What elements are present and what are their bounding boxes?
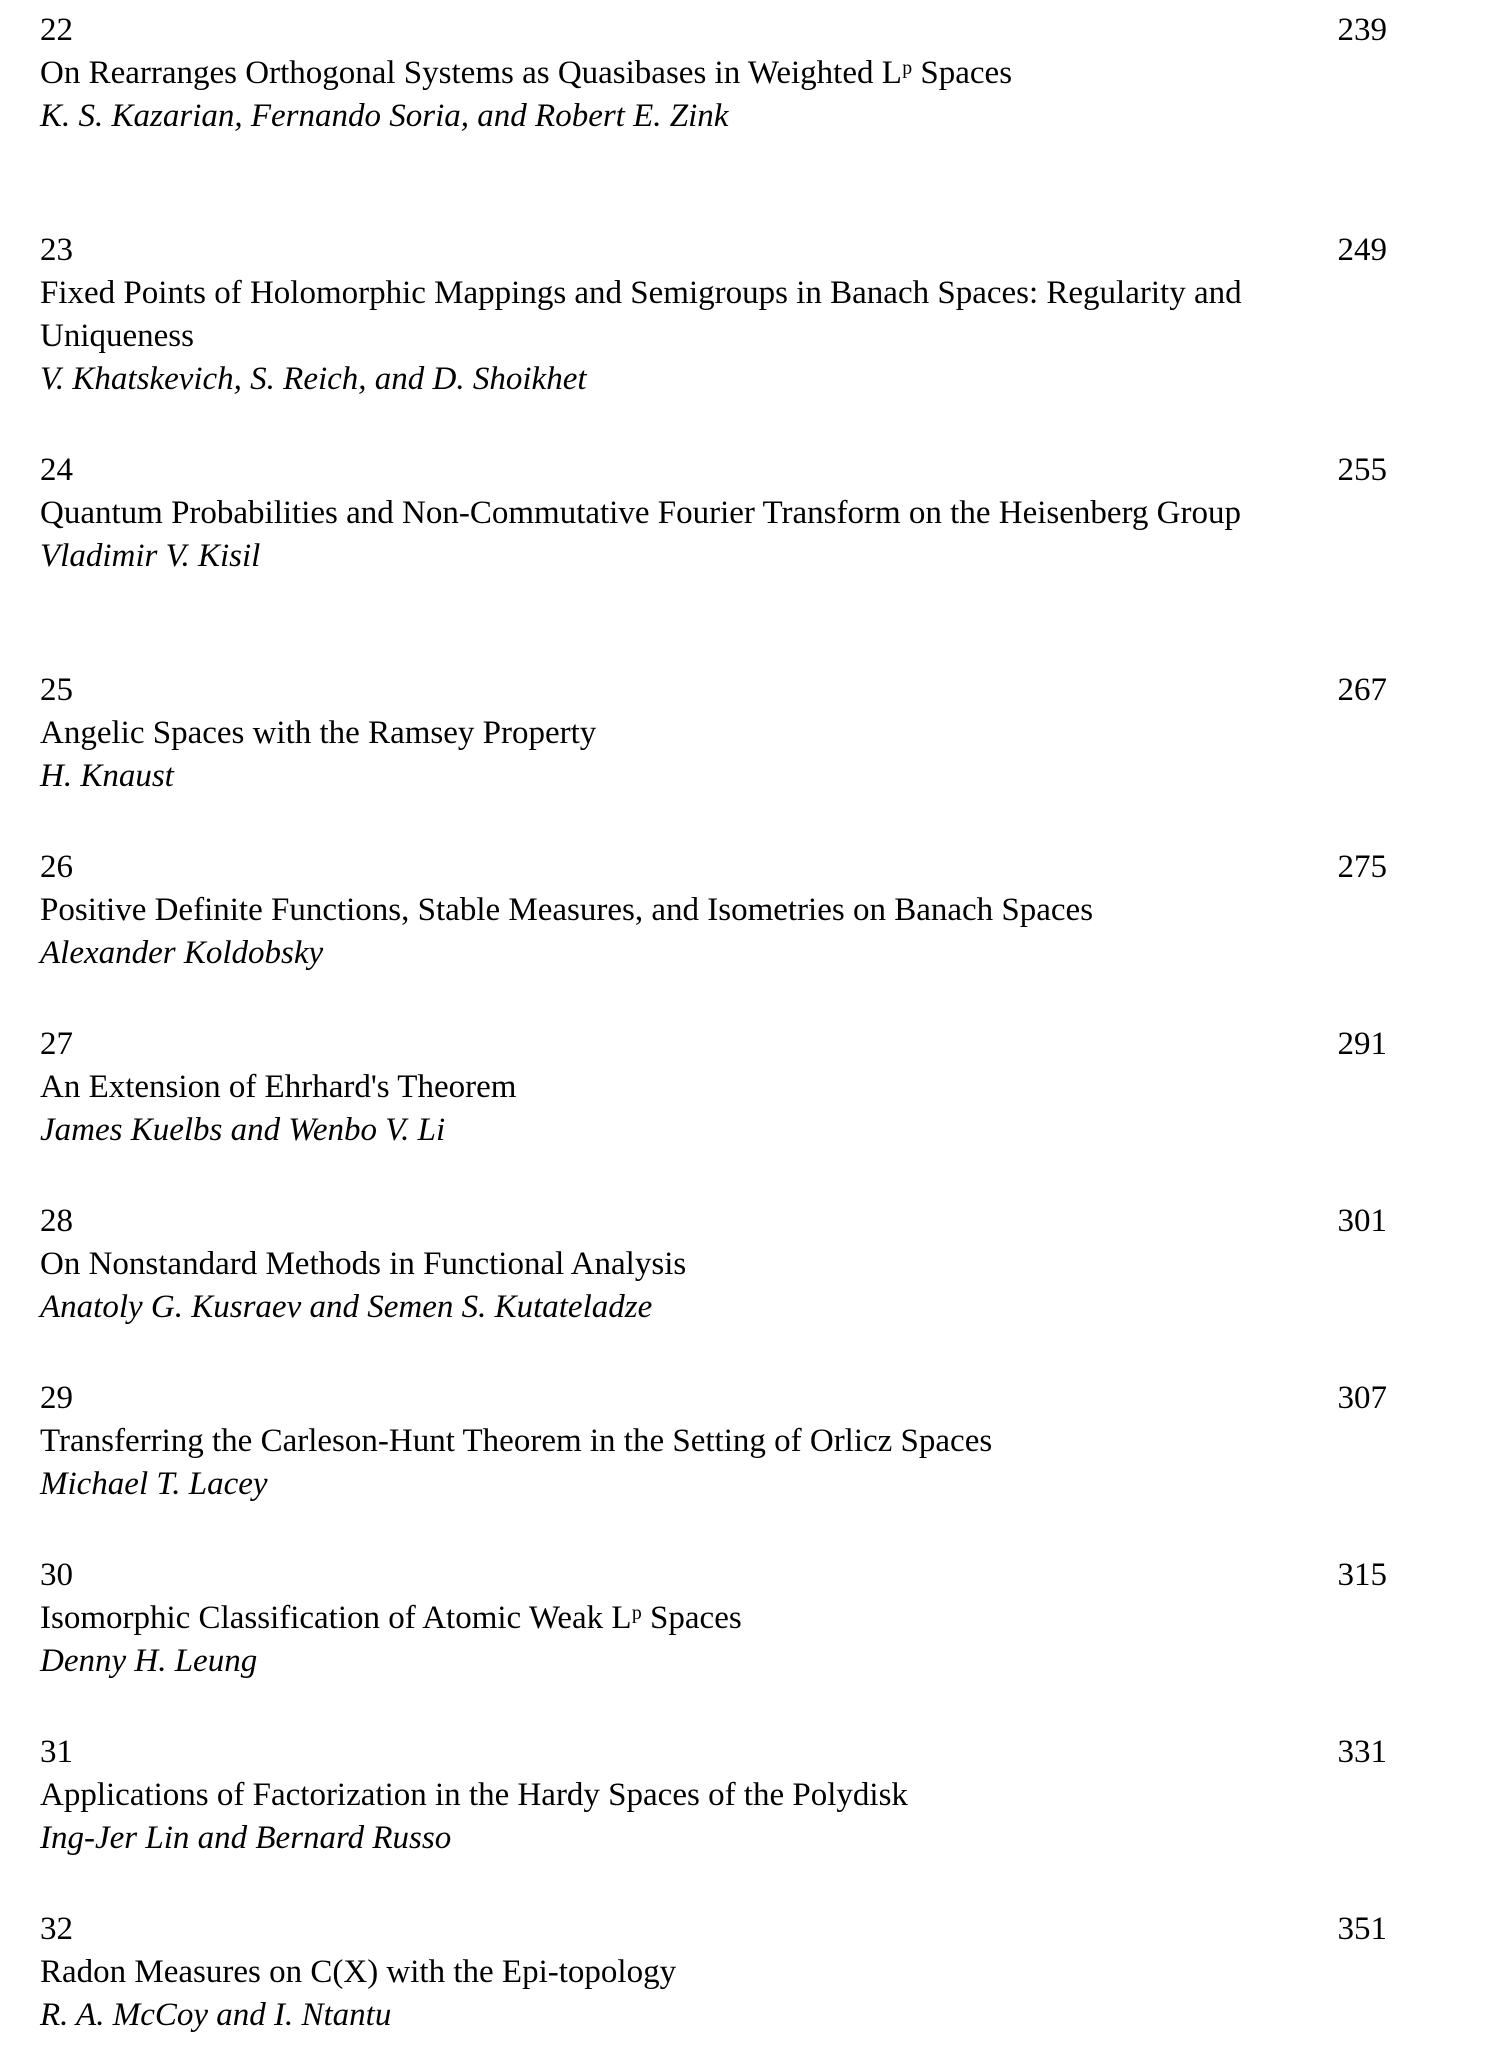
- chapter-title-block: [40, 492, 1280, 578]
- page-number: 255: [1337, 452, 1387, 488]
- chapter-title-block: [40, 52, 1280, 138]
- page-number: 331: [1337, 1734, 1387, 1770]
- chapter-authors: K. S. Kazarian, Fernando Soria, and Robert E. Zink: [40, 98, 729, 134]
- chapter-title-block: [40, 889, 1280, 975]
- chapter-title-block: [40, 1243, 1280, 1329]
- table-of-contents: [40, 8, 1387, 2067]
- chapter-title: Transferring the Carleson-Hunt Theorem in the Setting of Orlicz Spaces: [40, 1423, 993, 1459]
- chapter-number: 24: [40, 452, 73, 488]
- chapter-title: Angelic Spaces with the Ramsey Property: [40, 715, 597, 751]
- chapter-number: 22: [40, 12, 73, 48]
- chapter-number: 29: [40, 1380, 73, 1416]
- chapter-title: Quantum Probabilities and Non-Commutative Fourier Transform on the Heisenberg Group: [40, 495, 1241, 531]
- toc-entry: [40, 228, 1387, 448]
- chapter-title: Positive Definite Functions, Stable Measures, and Isometries on Banach Spaces: [40, 892, 1094, 928]
- toc-entry: [40, 845, 1387, 1022]
- chapter-title: Applications of Factorization in the Hardy Spaces of the Polydisk: [40, 1777, 908, 1813]
- page-number: 301: [1337, 1203, 1387, 1239]
- chapter-authors: Anatoly G. Kusraev and Semen S. Kutateladze: [40, 1289, 653, 1325]
- chapter-authors: Vladimir V. Kisil: [40, 538, 261, 574]
- chapter-title-block: [40, 272, 1280, 401]
- toc-entry: [40, 1022, 1387, 1199]
- chapter-authors: H. Knaust: [40, 758, 174, 794]
- chapter-title-block: [40, 1420, 1280, 1506]
- chapter-authors: V. Khatskevich, S. Reich, and D. Shoikhet: [40, 361, 587, 397]
- chapter-authors: Alexander Koldobsky: [40, 935, 324, 971]
- toc-entry: [40, 8, 1387, 228]
- chapter-number: 32: [40, 1911, 73, 1947]
- chapter-number: 23: [40, 232, 73, 268]
- chapter-title-block: [40, 1066, 1280, 1152]
- page-number: 239: [1337, 12, 1387, 48]
- toc-entry: [40, 1199, 1387, 1376]
- chapter-authors: Ing-Jer Lin and Bernard Russo: [40, 1820, 452, 1856]
- toc-entry: [40, 448, 1387, 668]
- page-number: 275: [1337, 849, 1387, 885]
- page-number: 307: [1337, 1380, 1387, 1416]
- page-number: 267: [1337, 672, 1387, 708]
- chapter-title: On Nonstandard Methods in Functional Analysis: [40, 1246, 687, 1282]
- toc-entry: [40, 1553, 1387, 1730]
- page-number: 249: [1337, 232, 1387, 268]
- toc-entry: [40, 668, 1387, 845]
- page-number: 315: [1337, 1557, 1387, 1593]
- chapter-authors: James Kuelbs and Wenbo V. Li: [40, 1112, 446, 1148]
- toc-entry: [40, 1376, 1387, 1553]
- chapter-number: 25: [40, 672, 73, 708]
- chapter-number: 27: [40, 1026, 73, 1062]
- page-number: 291: [1337, 1026, 1387, 1062]
- chapter-title-block: [40, 1597, 1280, 1683]
- chapter-title: An Extension of Ehrhard's Theorem: [40, 1069, 517, 1105]
- chapter-authors: Denny H. Leung: [40, 1643, 258, 1679]
- page-number: 351: [1337, 1911, 1387, 1947]
- toc-entry: [40, 1730, 1387, 1907]
- chapter-title: Fixed Points of Holomorphic Mappings and Semigroups in Banach Spaces: Regularity and Uniqueness: [40, 275, 1242, 354]
- chapter-authors: Michael T. Lacey: [40, 1466, 268, 1502]
- chapter-title: Radon Measures on C(X) with the Epi-topology: [40, 1954, 677, 1990]
- toc-entry: [40, 1907, 1387, 2067]
- chapter-title: On Rearranges Orthogonal Systems as Quasibases in Weighted Lᵖ Spaces: [40, 55, 1013, 91]
- chapter-authors: R. A. McCoy and I. Ntantu: [40, 1997, 392, 2033]
- chapter-title-block: [40, 1951, 1280, 2037]
- chapter-number: 31: [40, 1734, 73, 1770]
- chapter-title-block: [40, 712, 1280, 798]
- chapter-title: Isomorphic Classification of Atomic Weak Lᵖ Spaces: [40, 1600, 742, 1636]
- chapter-title-block: [40, 1774, 1280, 1860]
- chapter-number: 26: [40, 849, 73, 885]
- chapter-number: 28: [40, 1203, 73, 1239]
- chapter-number: 30: [40, 1557, 73, 1593]
